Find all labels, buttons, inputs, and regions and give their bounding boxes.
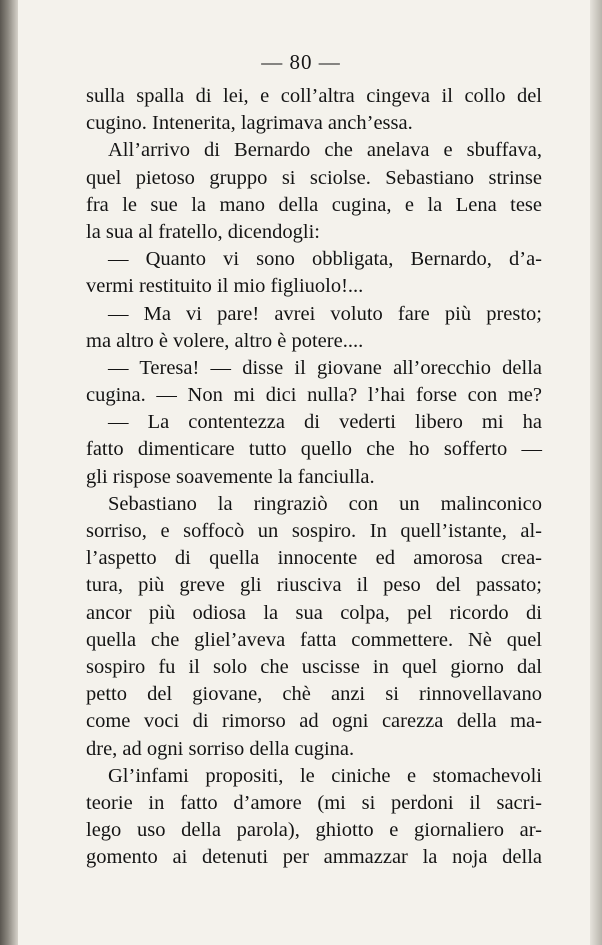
text-line: Sebastiano la ringraziò con un malinconico — [108, 492, 542, 515]
text-line: gomento ai detenuti per ammazzar la noja della — [86, 846, 542, 869]
text-line: quella che gliel’aveva fatta commettere. Nè quel — [86, 628, 542, 651]
text-line: quel pietoso gruppo si sciolse. Sebastiano strinse — [86, 166, 542, 189]
text-line: fatto dimenticare tutto quello che ho sofferto — — [86, 438, 542, 461]
page-number: — 80 — — [261, 50, 341, 74]
text-line: cugina. — Non mi dici nulla? l’hai forse con me? — [86, 384, 542, 407]
text-line: fra le sue la mano della cugina, e la Lena tese — [86, 193, 542, 216]
text-line: la sua al fratello, dicendogli: — [86, 220, 320, 243]
text-line: — Ma vi pare! avrei voluto fare più presto; — [108, 302, 542, 325]
text-line: gli rispose soavemente la fanciulla. — [86, 465, 375, 488]
text-line: All’arrivo di Bernardo che anelava e sbuffava, — [108, 139, 542, 162]
text-line: sulla spalla di lei, e coll’altra cingeva il collo del — [86, 85, 542, 107]
text-line: ancor più odiosa la sua colpa, pel ricordo di — [86, 601, 542, 624]
text-line: Gl’infami propositi, le ciniche e stomachevoli — [108, 764, 542, 787]
text-line: — Teresa! — disse il giovane all’orecchio della — [108, 356, 542, 379]
text-line: vermi restituito il mio figliuolo!... — [86, 275, 364, 298]
text-line: l’aspetto di quella innocente ed amorosa crea- — [86, 547, 542, 570]
text-line: — Quanto vi sono obbligata, Bernardo, d’a- — [108, 248, 542, 271]
text-line: sospiro fu il solo che uscisse in quel giorno dal — [86, 655, 542, 678]
text-line: teorie in fatto d’amore (mi si perdoni il sacri- — [86, 791, 542, 814]
text-line: come voci di rimorso ad ogni carezza della ma- — [86, 710, 542, 733]
text-line: petto del giovane, chè anzi si rinnovellavano — [86, 683, 542, 706]
text-line: — La contentezza di vederti libero mi ha — [108, 411, 542, 434]
text-line: cugino. Intenerita, lagrimava anch’essa. — [86, 112, 413, 135]
text-line: dre, ad ogni sorriso della cugina. — [86, 737, 355, 760]
body-text — [86, 83, 542, 871]
text-line: sorriso, e soffocò un sospiro. In quell’istante, al- — [86, 520, 542, 542]
page-edge — [590, 0, 602, 945]
text-line: tura, più greve gli riusciva il peso del passato; — [86, 574, 542, 597]
text-line: ma altro è volere, altro è potere.... — [86, 329, 364, 352]
text-line: lego uso della parola), ghiotto e giornaliero ar- — [86, 819, 542, 842]
page-binding-shadow — [0, 0, 18, 945]
